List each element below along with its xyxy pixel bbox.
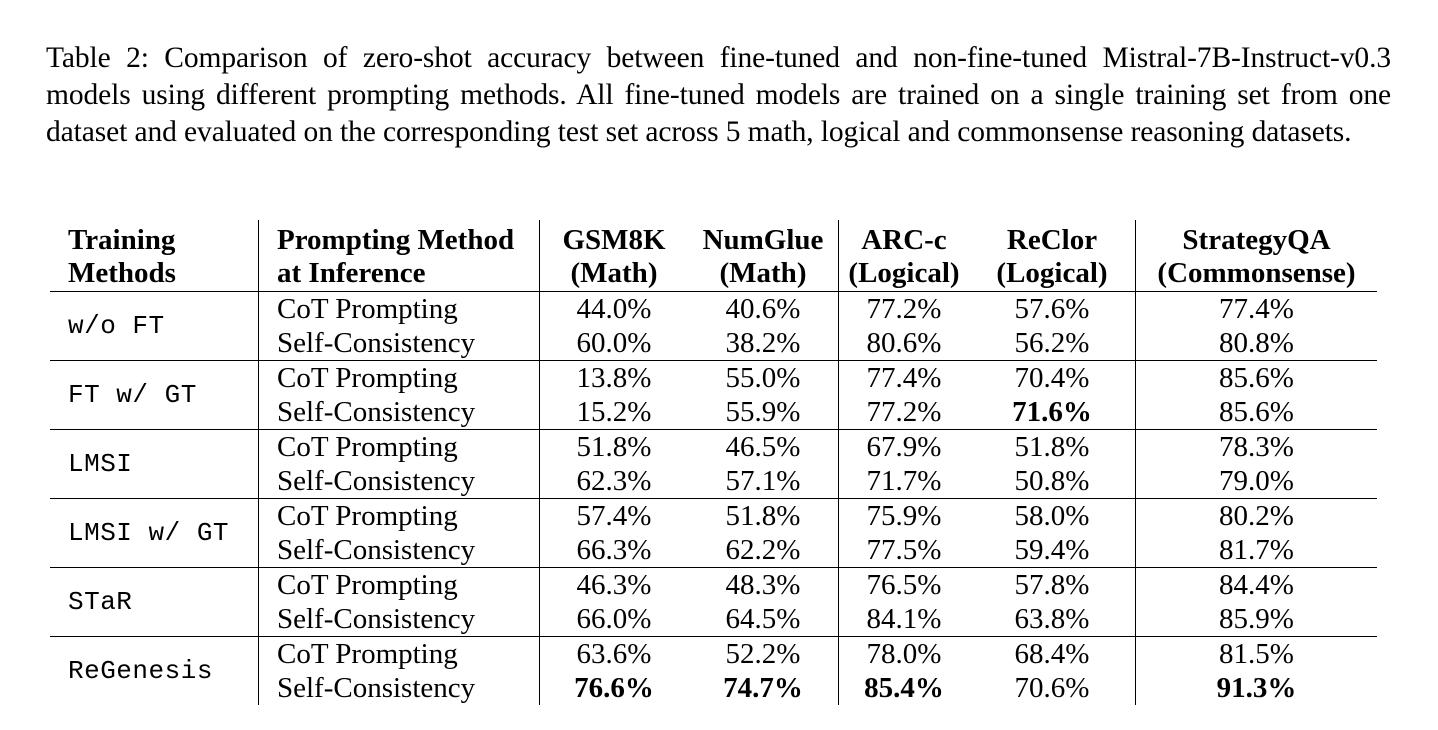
- reclor-cell: 63.8%: [1014, 602, 1090, 635]
- arc-cell: 77.2%: [839, 292, 970, 327]
- arc-cell: 77.4%: [839, 361, 970, 396]
- numglue-cell: 38.2%: [725, 326, 801, 359]
- prompt-cell: Self-Consistency: [259, 533, 540, 568]
- numglue-cell: 57.1%: [725, 464, 801, 497]
- reclor-cell: 58.0%: [969, 499, 1136, 534]
- arc-cell: 77.5%: [839, 533, 970, 568]
- reclor-cell: 51.8%: [969, 430, 1136, 465]
- numglue-cell: 40.6%: [688, 292, 839, 327]
- gsm8k-cell: 60.0%: [540, 326, 689, 361]
- gsm8k-cell: 44.0%: [540, 292, 689, 327]
- arc-cell: 67.9%: [839, 430, 970, 465]
- arc-cell: 71.7%: [839, 464, 970, 499]
- header-arc-c: ARC-c (Logical): [839, 220, 970, 292]
- header-reclor: ReClor (Logical): [996, 224, 1108, 289]
- gsm8k-cell-best: 76.6%: [540, 671, 689, 705]
- reclor-cell: 50.8%: [1014, 464, 1090, 497]
- strategyqa-cell: 80.2%: [1136, 499, 1378, 534]
- strategyqa-cell: 85.6%: [1136, 361, 1378, 396]
- prompt-cell: Self-Consistency: [259, 464, 540, 499]
- numglue-cell: 55.9%: [725, 395, 801, 428]
- header-row: [50, 220, 1377, 292]
- numglue-cell-best: 74.7%: [723, 671, 803, 704]
- gsm8k-cell: 66.3%: [540, 533, 689, 568]
- strategyqa-cell: 85.9%: [1136, 602, 1378, 637]
- training-method-cell: STaR: [50, 568, 259, 637]
- numglue-cell: 55.0%: [688, 361, 839, 396]
- gsm8k-cell: 63.6%: [540, 637, 689, 672]
- reclor-cell: 70.6%: [1014, 671, 1090, 704]
- arc-cell: 76.5%: [839, 568, 970, 603]
- strategyqa-cell-best: 91.3%: [1136, 671, 1378, 705]
- strategyqa-cell: 81.5%: [1136, 637, 1378, 672]
- arc-cell: 75.9%: [839, 499, 970, 534]
- gsm8k-cell: 66.0%: [540, 602, 689, 637]
- reclor-cell: 57.8%: [969, 568, 1136, 603]
- training-method-cell: FT w/ GT: [50, 361, 259, 430]
- gsm8k-cell: 13.8%: [540, 361, 689, 396]
- table-caption: Table 2: Comparison of zero-shot accuracy between fine-tuned and non-fine-tuned Mistral-7B-Instruct-v0.3 models using different prompting methods. All fine-tuned models are trained on a single training set from one dataset and evaluated on the corresponding test set across 5 math, logical and commonsense reasoning datasets.: [46, 42, 1391, 148]
- prompt-cell: Self-Consistency: [259, 671, 540, 705]
- numglue-cell: 64.5%: [725, 602, 801, 635]
- strategyqa-cell: 77.4%: [1136, 292, 1378, 327]
- reclor-cell: 68.4%: [969, 637, 1136, 672]
- results-table: [50, 220, 1377, 705]
- table-row: [50, 499, 1377, 534]
- arc-cell: 80.6%: [839, 326, 970, 361]
- prompt-cell: Self-Consistency: [259, 395, 540, 430]
- table-row: [50, 292, 1377, 327]
- gsm8k-cell: 57.4%: [540, 499, 689, 534]
- reclor-cell: 57.6%: [969, 292, 1136, 327]
- numglue-cell: 48.3%: [688, 568, 839, 603]
- prompt-cell: CoT Prompting: [259, 361, 540, 396]
- gsm8k-cell: 62.3%: [540, 464, 689, 499]
- prompt-cell: Self-Consistency: [259, 602, 540, 637]
- numglue-cell: 52.2%: [688, 637, 839, 672]
- prompt-cell: CoT Prompting: [259, 568, 540, 603]
- prompt-cell: CoT Prompting: [259, 430, 540, 465]
- header-numglue: NumGlue (Math): [702, 224, 824, 289]
- table-row: [50, 637, 1377, 672]
- arc-cell: 84.1%: [839, 602, 970, 637]
- training-method-cell: w/o FT: [50, 292, 259, 361]
- numglue-cell: 51.8%: [688, 499, 839, 534]
- prompt-cell: CoT Prompting: [259, 637, 540, 672]
- table-row: [50, 361, 1377, 396]
- numglue-cell: 62.2%: [725, 533, 801, 566]
- reclor-cell: 59.4%: [1014, 533, 1090, 566]
- strategyqa-cell: 80.8%: [1136, 326, 1378, 361]
- strategyqa-cell: 84.4%: [1136, 568, 1378, 603]
- training-method-cell: LMSI w/ GT: [50, 499, 259, 568]
- strategyqa-cell: 78.3%: [1136, 430, 1378, 465]
- numglue-cell: 46.5%: [688, 430, 839, 465]
- header-gsm8k: GSM8K (Math): [540, 220, 689, 292]
- header-training-methods: Training Methods: [68, 224, 176, 289]
- arc-cell-best: 85.4%: [839, 671, 970, 705]
- training-method-cell: ReGenesis: [50, 637, 259, 706]
- gsm8k-cell: 46.3%: [540, 568, 689, 603]
- gsm8k-cell: 51.8%: [540, 430, 689, 465]
- strategyqa-cell: 79.0%: [1136, 464, 1378, 499]
- training-method-cell: LMSI: [50, 430, 259, 499]
- table-row: [50, 568, 1377, 603]
- table-row: [50, 430, 1377, 465]
- strategyqa-cell: 81.7%: [1136, 533, 1378, 568]
- arc-cell: 78.0%: [839, 637, 970, 672]
- reclor-cell: 56.2%: [1014, 326, 1090, 359]
- prompt-cell: Self-Consistency: [259, 326, 540, 361]
- prompt-cell: CoT Prompting: [259, 499, 540, 534]
- header-strategyqa: StrategyQA (Commonsense): [1136, 220, 1378, 292]
- arc-cell: 77.2%: [839, 395, 970, 430]
- reclor-cell-best: 71.6%: [1012, 395, 1092, 428]
- reclor-cell: 70.4%: [969, 361, 1136, 396]
- header-prompting-method: Prompting Method at Inference: [259, 220, 540, 292]
- gsm8k-cell: 15.2%: [540, 395, 689, 430]
- strategyqa-cell: 85.6%: [1136, 395, 1378, 430]
- prompt-cell: CoT Prompting: [259, 292, 540, 327]
